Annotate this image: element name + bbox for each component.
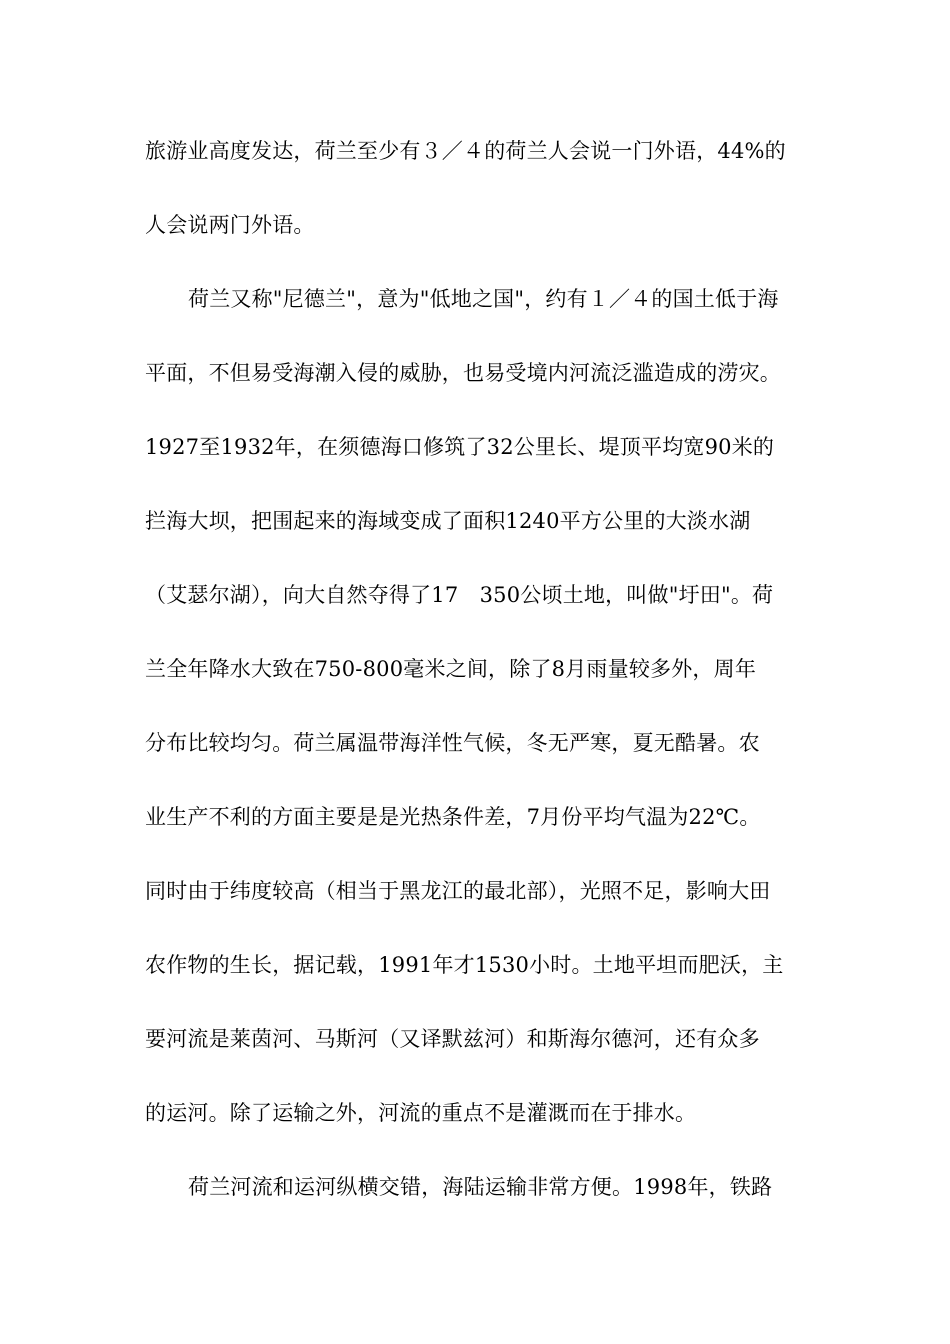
text-line: 平面，不但易受海潮入侵的威胁，也易受境内河流泛滥造成的涝灾。 — [145, 361, 781, 385]
paragraph-start-line: 荷兰河流和运河纵横交错，海陆运输非常方便。1998年，铁路 — [188, 1175, 773, 1199]
text-line: 人会说两门外语。 — [145, 213, 315, 237]
text-line: 要河流是莱茵河、马斯河（又译默兹河）和斯海尔德河，还有众多 — [145, 1027, 760, 1051]
text-line: 同时由于纬度较高（相当于黑龙江的最北部），光照不足，影响大田 — [145, 879, 771, 903]
text-line: 旅游业高度发达，荷兰至少有３／４的荷兰人会说一门外语，44%的 — [145, 139, 786, 163]
text-line: 分布比较均匀。荷兰属温带海洋性气候，冬无严寒，夏无酷暑。农 — [145, 731, 760, 755]
text-line: 业生产不利的方面主要是是光热条件差，7月份平均气温为22℃。 — [145, 805, 761, 829]
paragraph-start-line: 荷兰又称"尼德兰"，意为"低地之国"，约有１／４的国土低于海 — [188, 287, 779, 311]
text-line: 的运河。除了运输之外，河流的重点不是灌溉而在于排水。 — [145, 1101, 697, 1125]
text-line: 1927至1932年，在须德海口修筑了32公里长、堤顶平均宽90米的 — [145, 435, 775, 459]
text-line: 农作物的生长，据记载，1991年才1530小时。土地平坦而肥沃，主 — [145, 953, 784, 977]
text-line: 拦海大坝，把围起来的海域变成了面积1240平方公里的大淡水湖 — [145, 509, 751, 533]
text-line: （艾瑟尔湖），向大自然夺得了17 350公顷土地，叫做"圩田"。荷 — [145, 583, 774, 607]
text-line: 兰全年降水大致在750-800毫米之间，除了8月雨量较多外，周年 — [145, 657, 757, 681]
